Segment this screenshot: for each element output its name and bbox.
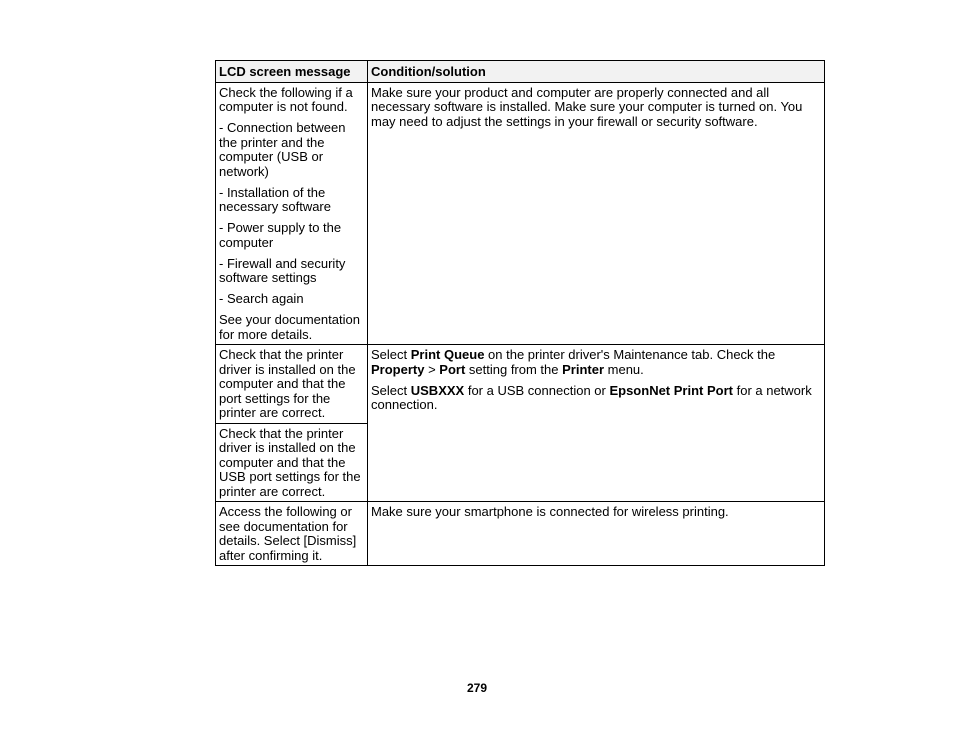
column-header-condition-solution: Condition/solution (368, 61, 825, 83)
lcd-message-cell (216, 423, 368, 502)
ui-term-printer: Printer (562, 361, 605, 377)
ui-term-print-queue: Print Queue (410, 347, 485, 362)
ui-term-usbxxx: USBXXX (410, 382, 465, 398)
lcd-message-cell (216, 502, 368, 566)
solution-cell (368, 502, 825, 566)
solution-text-run: setting from the (465, 361, 563, 377)
lcd-messages-table (215, 60, 825, 566)
solution-text-run: Select (371, 382, 411, 398)
solution-text-run: Select (371, 347, 411, 362)
solution-text: Make sure your smartphone is connected for wireless printing. (371, 504, 729, 519)
message-list-item: - Power supply to the computer (219, 220, 342, 250)
solution-text-run: > (424, 361, 440, 377)
ui-term-epsonnet-print-port: EpsonNet Print Port (609, 382, 733, 398)
solution-text-run: for a USB connection or (464, 382, 610, 398)
solution-cell (368, 345, 825, 502)
table-row (216, 502, 825, 566)
ui-term-port: Port (439, 361, 466, 377)
solution-text (371, 348, 821, 377)
solution-text-run: menu. (604, 361, 644, 377)
message-list-item: - Connection between the printer and the computer (USB or network) (219, 120, 346, 179)
message-text: Access the following or see documentation for details. Select [Dismiss] after confirming it. (219, 504, 357, 563)
message-text: Check the following if a computer is not found. (219, 84, 353, 114)
solution-cell (368, 82, 825, 345)
message-list-item: - Firewall and security software settings (219, 255, 346, 285)
message-list-item: - Search again (219, 291, 304, 306)
solution-text (371, 384, 821, 413)
column-header-lcd-message: LCD screen message (216, 61, 368, 83)
lcd-message-cell (216, 82, 368, 345)
message-text: See your documentation for more details. (219, 312, 360, 342)
table-row (216, 82, 825, 345)
lcd-message-cell (216, 345, 368, 424)
message-text: Check that the printer driver is installed on the computer and that the port settings for the printer are correct. (219, 347, 356, 420)
solution-text-run: for a network connection. (371, 382, 812, 412)
solution-text-run: on the printer driver's Maintenance tab. Check the (484, 347, 776, 362)
ui-term-property: Property (371, 361, 425, 377)
solution-text: Make sure your product and computer are properly connected and all necessary software is installed. Make sure your computer is turned on. You may need to adjust the settings in your firewall or security software. (371, 84, 803, 129)
page-number: 279 (466, 681, 488, 695)
message-list-item: - Installation of the necessary software (219, 184, 331, 214)
message-text: Check that the printer driver is installed on the computer and that the USB port settings for the printer are correct. (219, 425, 361, 499)
table-header-row (216, 61, 825, 83)
table-row (216, 345, 825, 424)
